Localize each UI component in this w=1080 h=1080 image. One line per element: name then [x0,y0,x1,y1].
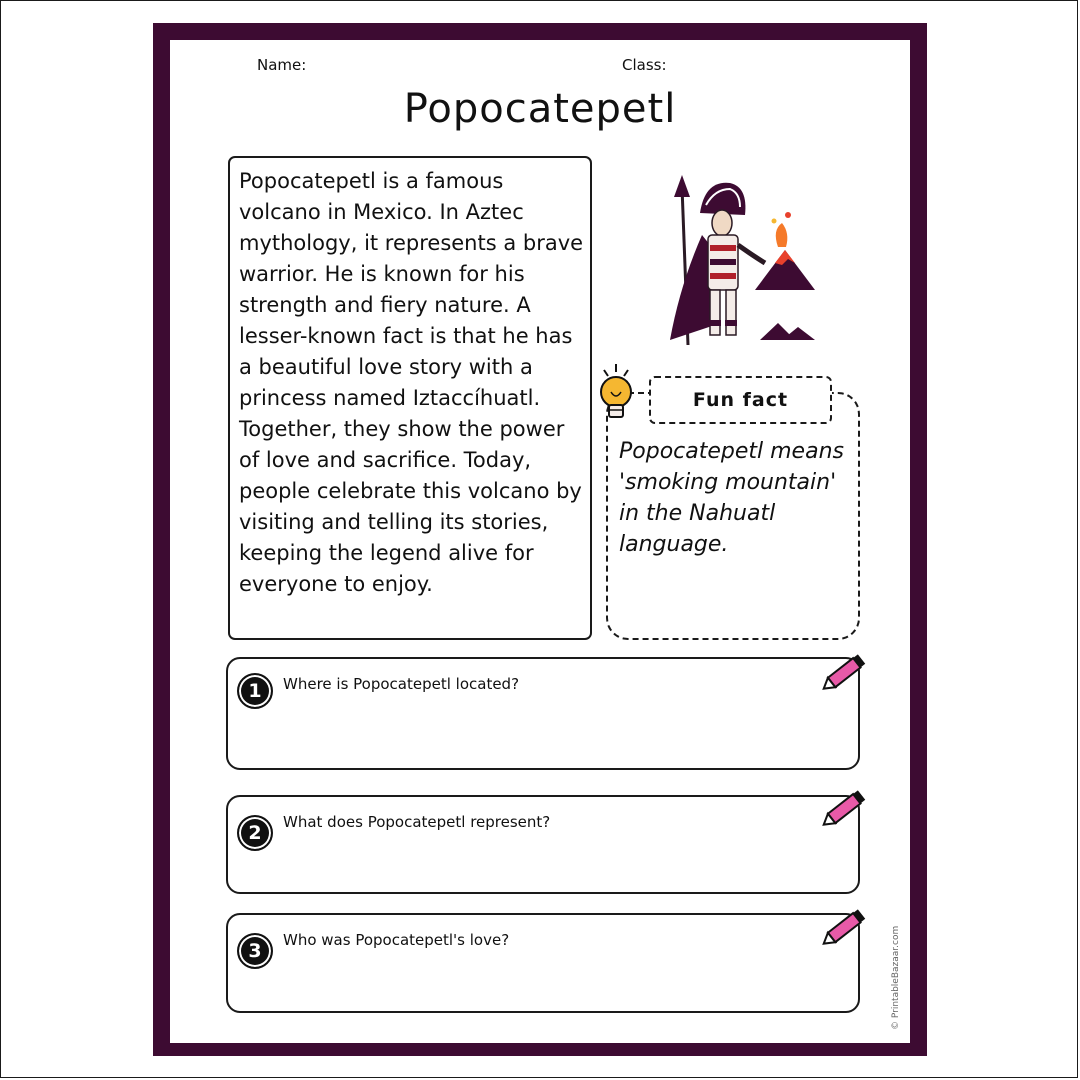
fun-fact-title: Fun fact [649,376,832,424]
question-number-2: 2 [237,815,273,851]
reading-passage: Popocatepetl is a famous volcano in Mexico. In Aztec mythology, it represents a brave warrior. He is known for his strength and fiery nature. A lesser-known fact is that he has a beautiful love story with a princess named Iztaccíhuatl. Together, they show the power of love and sacrifice. Today, people celebrate this volcano by visiting and telling its stories, keeping the legend alive for everyone to enjoy. [228,156,592,640]
pencil-icon [818,649,872,695]
answer-box-2[interactable] [226,795,860,894]
question-number-1: 1 [237,673,273,709]
question-text-2: What does Popocatepetl represent? [283,813,551,831]
page-title: Popocatepetl [403,86,677,132]
lightbulb-icon [592,360,640,424]
aztec-warrior-volcano-illustration [660,175,830,350]
pencil-icon [818,904,872,950]
question-text-1: Where is Popocatepetl located? [283,675,520,693]
pencil-icon [818,785,872,831]
watermark: © PrintableBazaar.com [891,925,901,1030]
fun-fact-text: Popocatepetl means 'smoking mountain' in the Nahuatl language. [619,439,844,557]
question-text-3: Who was Popocatepetl's love? [283,931,510,949]
name-label: Name: [257,56,307,74]
question-number-3: 3 [237,933,273,969]
answer-box-1[interactable] [226,657,860,770]
answer-box-3[interactable] [226,913,860,1013]
class-label: Class: [622,56,667,74]
